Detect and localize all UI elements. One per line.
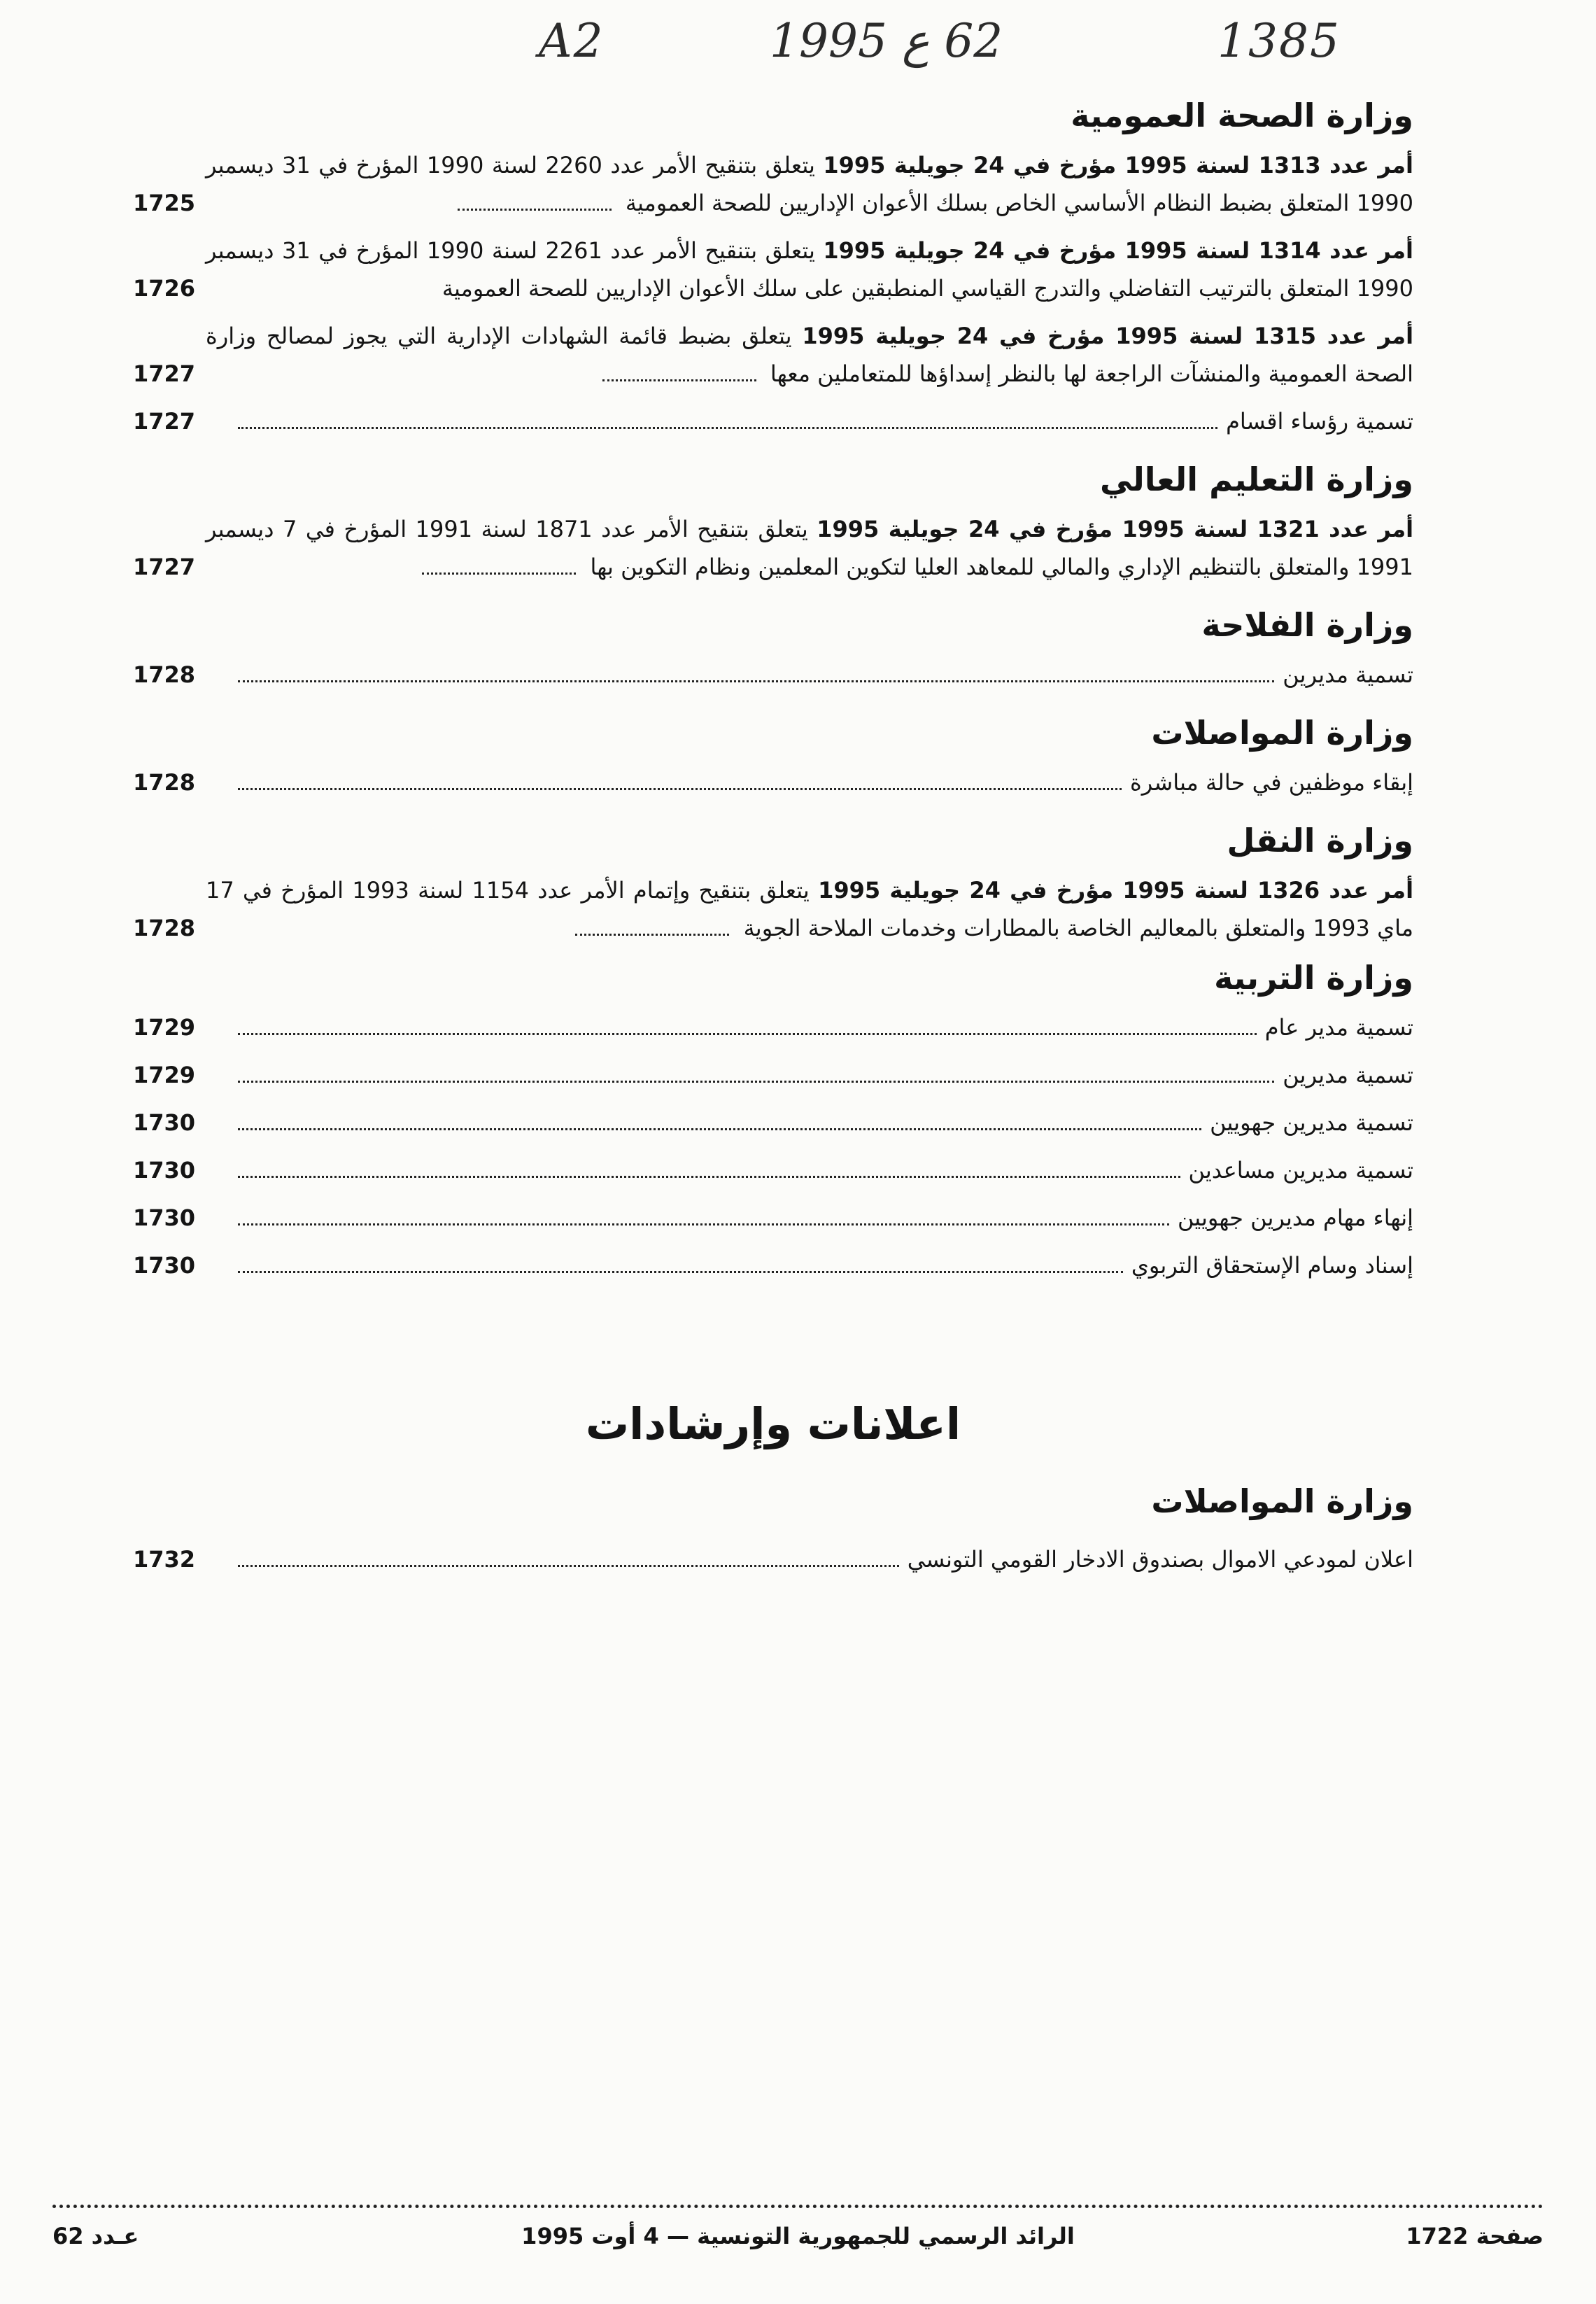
entry-text xyxy=(206,1009,1413,1046)
entry-label: تسمية رؤساء اقسام xyxy=(1226,408,1413,435)
page-number: 1727 xyxy=(133,360,196,387)
toc-entry xyxy=(133,656,1413,694)
page-number: 1726 xyxy=(133,275,196,302)
toc-entry xyxy=(133,510,1413,586)
entry-lead: أمر عدد 1313 لسنة 1995 مؤرخ في 24 جويلية 1995 xyxy=(823,152,1414,178)
dot-leader xyxy=(238,1271,1123,1273)
entry-label: إبقاء موظفين في حالة مباشرة xyxy=(1130,769,1413,796)
ministry-heading-health: وزارة الصحة العمومية xyxy=(1071,97,1413,134)
entry-lead: أمر عدد 1315 لسنة 1995 مؤرخ في 24 جويلية 1995 xyxy=(802,323,1414,349)
toc-entry xyxy=(133,317,1413,393)
dot-leader xyxy=(238,680,1274,682)
entry-label: إسناد وسام الإستحقاق التربوي xyxy=(1131,1252,1413,1279)
dot-leader xyxy=(238,1128,1201,1130)
toc-entry xyxy=(133,402,1413,440)
entry-body: يتعلق بتنقيح الأمر عدد 1871 لسنة 1991 المؤرخ في 7 ديسمبر 1991 والمتعلق بالتنظيم الإداري والمالي للمعاهد العليا لتكوين المعلمين ونظام التكوين بها xyxy=(206,516,1413,580)
page-number: 1730 xyxy=(133,1252,196,1279)
ministry-heading-higher-education: وزارة التعليم العالي xyxy=(1099,461,1413,498)
toc-entry xyxy=(133,764,1413,801)
footer-journal: الرائد الرسمي للجمهورية التونسية — 4 أوت 1995 xyxy=(521,2223,1075,2249)
dot-leader xyxy=(575,934,729,936)
page-number: 1727 xyxy=(133,408,196,435)
page-number: 1728 xyxy=(133,769,196,796)
entry-label: تسمية مديرين جهويين xyxy=(1210,1109,1413,1136)
entry-body: يتعلق بتنقيح الأمر عدد 2260 لسنة 1990 المؤرخ في 31 ديسمبر 1990 المتعلق بضبط النظام الأساسي الخاص بسلك الأعوان الإداريين للصحة العمومية xyxy=(206,152,1413,216)
ministry-heading-agriculture: وزارة الفلاحة xyxy=(1201,606,1413,644)
dot-leader xyxy=(602,379,756,381)
entry-text xyxy=(206,1540,1413,1578)
toc-entry xyxy=(133,1151,1413,1189)
page-number: 1727 xyxy=(133,554,196,580)
entry-lead: أمر عدد 1326 لسنة 1995 مؤرخ في 24 جويلية 1995 xyxy=(818,877,1414,904)
footer-issue: عـدد 62 xyxy=(52,2223,139,2249)
page-number: 1730 xyxy=(133,1109,196,1136)
dot-leader xyxy=(238,788,1122,790)
dot-leader xyxy=(422,573,576,575)
entry-text xyxy=(206,510,1413,586)
page-number: 1729 xyxy=(133,1062,196,1088)
handwritten-note-b: 62 ع 1995 xyxy=(770,14,1003,68)
dot-leader xyxy=(238,427,1217,429)
entry-text xyxy=(206,232,1413,307)
dot-leader xyxy=(238,1081,1274,1083)
table-of-contents xyxy=(133,94,1413,1578)
dot-leader xyxy=(238,1176,1180,1178)
entry-text xyxy=(206,871,1413,947)
toc-entry xyxy=(133,232,1413,307)
toc-entry xyxy=(133,1246,1413,1284)
entry-body: يتعلق بتنقيح وإتمام الأمر عدد 1154 لسنة 1993 المؤرخ في 17 ماي 1993 والمتعلق بالمعاليم الخاصة بالمطارات وخدمات الملاحة الجوية xyxy=(206,877,1413,941)
toc-entry xyxy=(133,1056,1413,1094)
toc-entry xyxy=(133,1009,1413,1046)
entry-text xyxy=(206,656,1413,694)
ministry-heading-transport: وزارة النقل xyxy=(1227,822,1413,859)
entry-text xyxy=(206,1104,1413,1142)
entry-text xyxy=(206,317,1413,393)
toc-entry xyxy=(133,146,1413,222)
footer-page-label: صفحة 1722 xyxy=(1406,2223,1544,2249)
dot-leader xyxy=(238,1223,1169,1225)
entry-lead: أمر عدد 1314 لسنة 1995 مؤرخ في 24 جويلية 1995 xyxy=(823,237,1414,264)
entry-label: تسمية مديرين مساعدين xyxy=(1188,1157,1413,1183)
entry-text xyxy=(206,764,1413,801)
ministry-heading-communications: وزارة المواصلات xyxy=(1151,714,1413,752)
toc-entry xyxy=(133,1104,1413,1142)
entry-label: تسمية مديرين xyxy=(1283,1062,1413,1088)
toc-entry xyxy=(133,871,1413,947)
entry-text xyxy=(206,1199,1413,1237)
entry-text xyxy=(206,1246,1413,1284)
page-number: 1732 xyxy=(133,1546,196,1573)
page-number: 1725 xyxy=(133,190,196,216)
footer-divider xyxy=(52,2205,1544,2208)
page-number: 1730 xyxy=(133,1157,196,1183)
page-number: 1728 xyxy=(133,915,196,941)
entry-label: إنهاء مهام مديرين جهويين xyxy=(1177,1204,1413,1231)
page-footer xyxy=(52,2223,1544,2258)
entry-text xyxy=(206,1056,1413,1094)
entry-text xyxy=(206,146,1413,222)
entry-label: تسمية مديرين xyxy=(1283,661,1413,688)
page-number: 1728 xyxy=(133,661,196,688)
ministry-heading-education: وزارة التربية xyxy=(1214,959,1413,997)
toc-entry xyxy=(133,1199,1413,1237)
entry-text xyxy=(206,402,1413,440)
handwritten-note-a: A2 xyxy=(539,14,605,68)
ministry-heading-communications-announcements: وزارة المواصلات xyxy=(1151,1482,1413,1520)
entry-label: اعلان لمودعي الاموال بصندوق الادخار القومي التونسي xyxy=(907,1546,1413,1573)
page-number: 1729 xyxy=(133,1014,196,1041)
page-number: 1730 xyxy=(133,1204,196,1231)
announcements-title: اعلانات وإرشادات xyxy=(585,1398,961,1449)
entry-body: يتعلق بضبط قائمة الشهادات الإدارية التي يجوز لمصالح وزارة الصحة العمومية والمنشآت الراجعة لها بالنظر إسداؤها للمتعاملين معها xyxy=(206,323,1413,387)
toc-entry xyxy=(133,1540,1413,1578)
entry-text xyxy=(206,1151,1413,1189)
dot-leader xyxy=(238,1033,1257,1035)
dot-leader xyxy=(458,209,612,211)
entry-label: تسمية مدير عام xyxy=(1264,1014,1413,1041)
entry-lead: أمر عدد 1321 لسنة 1995 مؤرخ في 24 جويلية 1995 xyxy=(817,516,1414,542)
handwritten-note-c: 1385 xyxy=(1217,14,1341,68)
dot-leader xyxy=(238,1565,899,1567)
entry-body: يتعلق بتنقيح الأمر عدد 2261 لسنة 1990 المؤرخ في 31 ديسمبر 1990 المتعلق بالترتيب التفاضلي والتدرج القياسي المنطبقين على سلك الأعوان الإداريين للصحة العمومية xyxy=(206,237,1413,302)
